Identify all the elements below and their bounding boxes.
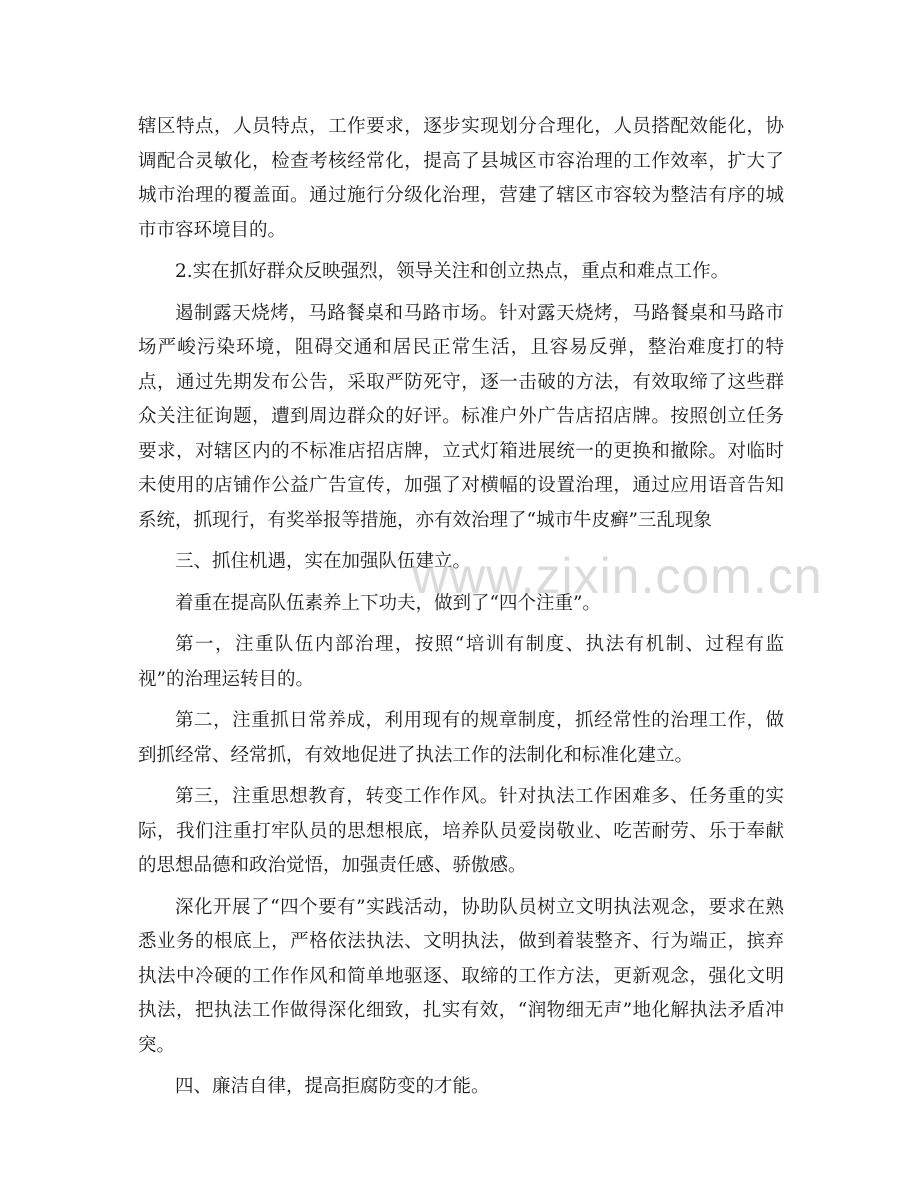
paragraph-continuation: 辖区特点，人员特点，工作要求，逐步实现划分合理化，人员搭配效能化，协调配合灵敏化，检查考核经常化，提高了县城区市容治理的工作效率，扩大了城市治理的覆盖面。通过施行分级化治理，营建了辖区市容较为整洁有序的城市市容环境目的。 — [138, 116, 784, 241]
heading-section-3: 三、抓住机遇，实在加强队伍建立。 — [175, 551, 472, 572]
paragraph-first: 第一，注重队伍内部治理，按照“培训有制度、执法有机制、过程有监视”的治理运转目的。 — [138, 634, 784, 690]
watermark-text: www.zixin.com.cn — [412, 548, 823, 604]
paragraph-third: 第三，注重思想教育，转变工作作风。针对执法工作困难多、任务重的实际，我们注重打牢队员的思想根底，培养队员爱岗敬业、吃苦耐劳、乐于奉献的思想品德和政治觉悟，加强责任感、骄傲感。 — [138, 786, 784, 876]
heading-section-4: 四、廉洁自律，提高拒腐防变的才能。 — [175, 1076, 490, 1097]
paragraph-four-musts: 深化开展了“四个要有”实践活动，协助队员树立文明执法观念，要求在熟悉业务的根底上，严格依法执法、文明执法，做到着装整齐、行为端正，摈弃执法中冷硬的工作作风和简单地驱逐、取缔的工作方法，更新观念，强化文明执法，把执法工作做得深化细致，扎实有效，“润物细无声”地化解执法矛盾冲突。 — [138, 896, 784, 1056]
paragraph-second: 第二，注重抓日常养成，利用现有的规章制度，抓经常性的治理工作，做到抓经常、经常抓，有效地促进了执法工作的法制化和标准化建立。 — [138, 710, 784, 766]
paragraph-section-item-2: 2.实在抓好群众反映强烈，领导关注和创立热点，重点和难点工作。 — [175, 261, 730, 282]
document-body — [138, 110, 784, 1112]
paragraph-street-vending: 遏制露天烧烤，马路餐桌和马路市场。针对露天烧烤，马路餐桌和马路市场严峻污染环境，阻碍交通和居民正常生活，且容易反弹，整治难度打的特点，通过先期发布公告，采取严防死守，逐一击破的方法，有效取缔了这些群众关注征询题，遭到周边群众的好评。标准户外广告店招店牌。按照创立任务要求，对辖区内的不标准店招店牌，立式灯箱进展统一的更换和撤除。对临时未使用的店铺作公益广告宣传，加强了对横幅的设置治理，通过应用语音告知系统，抓现行，有奖举报等措施，亦有效治理了“城市牛皮癣”三乱现象 — [138, 302, 784, 531]
paragraph-four-focuses: 着重在提高队伍素养上下功夫，做到了“四个注重”。 — [175, 592, 601, 614]
